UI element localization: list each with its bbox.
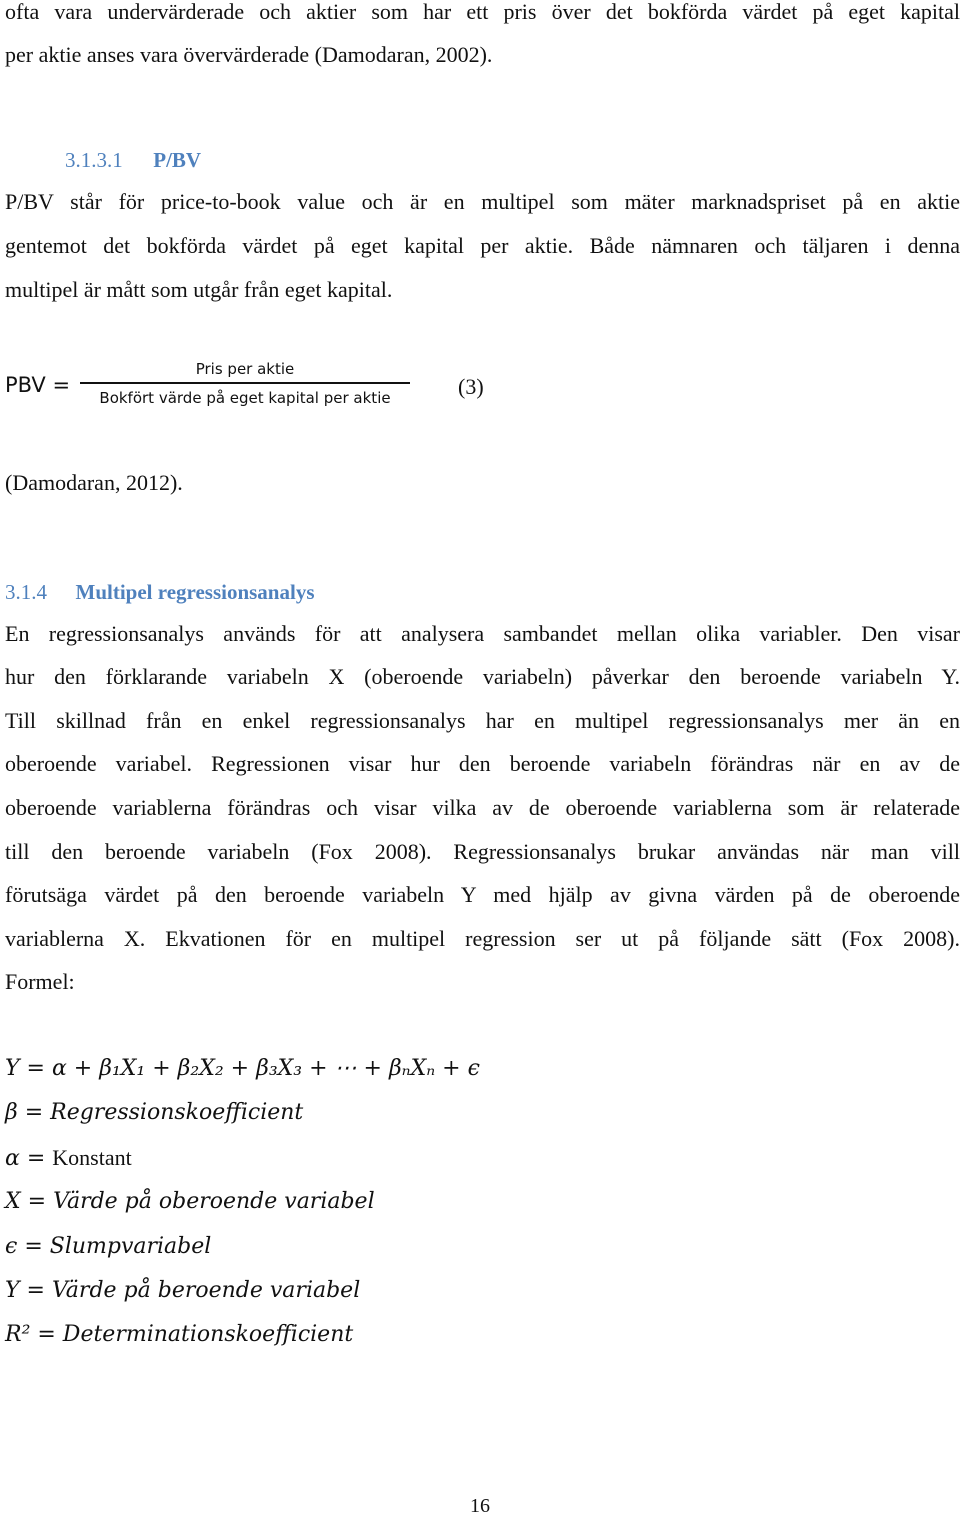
body-text-line: Till skillnad från en enkel regressionsanalys har en multipel regressionsanalys mer än en bbox=[5, 708, 960, 733]
body-text-line: per aktie anses vara övervärderade (Damodaran, 2002). bbox=[5, 42, 493, 67]
formula-numerator: Pris per aktie bbox=[195, 360, 295, 378]
section-title: P/BV bbox=[153, 148, 202, 172]
page-number: 16 bbox=[470, 1495, 490, 1517]
equation-number: (3) bbox=[458, 374, 484, 399]
section-heading-pbv bbox=[65, 145, 201, 175]
equation-text: Y = α + β₁X₁ + β₂X₂ + β₃X₃ + ⋯ + βₙXₙ + ϵ bbox=[5, 1056, 480, 1081]
body-text-line: Formel: bbox=[5, 969, 75, 994]
r2-definition bbox=[5, 1320, 353, 1350]
equation-text: Y = Värde på beroende variabel bbox=[5, 1278, 361, 1303]
formula-fraction bbox=[80, 358, 410, 409]
equation-text: Konstant bbox=[52, 1145, 132, 1170]
x-definition bbox=[5, 1187, 375, 1217]
formula-lhs: PBV = bbox=[5, 373, 71, 397]
equation-text: β = Regressionskoefficient bbox=[5, 1100, 304, 1125]
body-text-line: P/BV står för price-to-book value och är en multipel som mäter marknadspriset på en aktie bbox=[5, 189, 960, 214]
body-text-line: hur den förklarande variabeln X (oberoende variabeln) påverkar den beroende variabeln Y. bbox=[5, 664, 960, 689]
epsilon-definition bbox=[5, 1232, 211, 1262]
section-title: Multipel regressionsanalys bbox=[75, 580, 315, 604]
regression-equation bbox=[5, 1054, 480, 1084]
body-text-line: gentemot det bokförda värdet på eget kapital per aktie. Både nämnaren och täljaren i denna bbox=[5, 233, 960, 258]
equation-text: ϵ = Slumpvariabel bbox=[5, 1234, 212, 1259]
body-text-line: ofta vara undervärderade och aktier som har ett pris över det bokförda värdet på eget kapital bbox=[5, 0, 960, 24]
beta-definition bbox=[5, 1098, 303, 1128]
fraction-bar bbox=[80, 382, 410, 384]
body-text-line: förutsäga värdet på den beroende variabeln Y med hjälp av givna värden på de oberoende bbox=[5, 882, 960, 907]
body-text-line: multipel är mått som utgår från eget kapital. bbox=[5, 277, 393, 302]
body-text-line: till den beroende variabeln (Fox 2008). Regressionsanalys brukar användas när man vill bbox=[5, 839, 960, 864]
equation-text: R² = Determinationskoefficient bbox=[5, 1322, 354, 1347]
section-heading-regression bbox=[5, 577, 315, 607]
section-number: 3.1.4 bbox=[5, 580, 47, 604]
body-text-line: En regressionsanalys används för att analysera sambandet mellan olika variabler. Den visar bbox=[5, 621, 960, 646]
equation-symbol: α = bbox=[5, 1146, 46, 1171]
body-text-line: oberoende variabel. Regressionen visar hur den beroende variabeln förändras när en av de bbox=[5, 751, 960, 776]
formula-denominator: Bokfört värde på eget kapital per aktie bbox=[99, 388, 391, 407]
alpha-definition bbox=[5, 1143, 132, 1174]
body-text-line: oberoende variablerna förändras och visar vilka av de oberoende variablerna som är relaterade bbox=[5, 795, 960, 820]
citation: (Damodaran, 2012). bbox=[5, 470, 183, 495]
body-text-line: variablerna X. Ekvationen för en multipel regression ser ut på följande sätt (Fox 2008). bbox=[5, 926, 960, 951]
y-definition bbox=[5, 1276, 360, 1306]
equation-text: X = Värde på oberoende variabel bbox=[5, 1189, 375, 1214]
section-number: 3.1.3.1 bbox=[65, 148, 123, 172]
